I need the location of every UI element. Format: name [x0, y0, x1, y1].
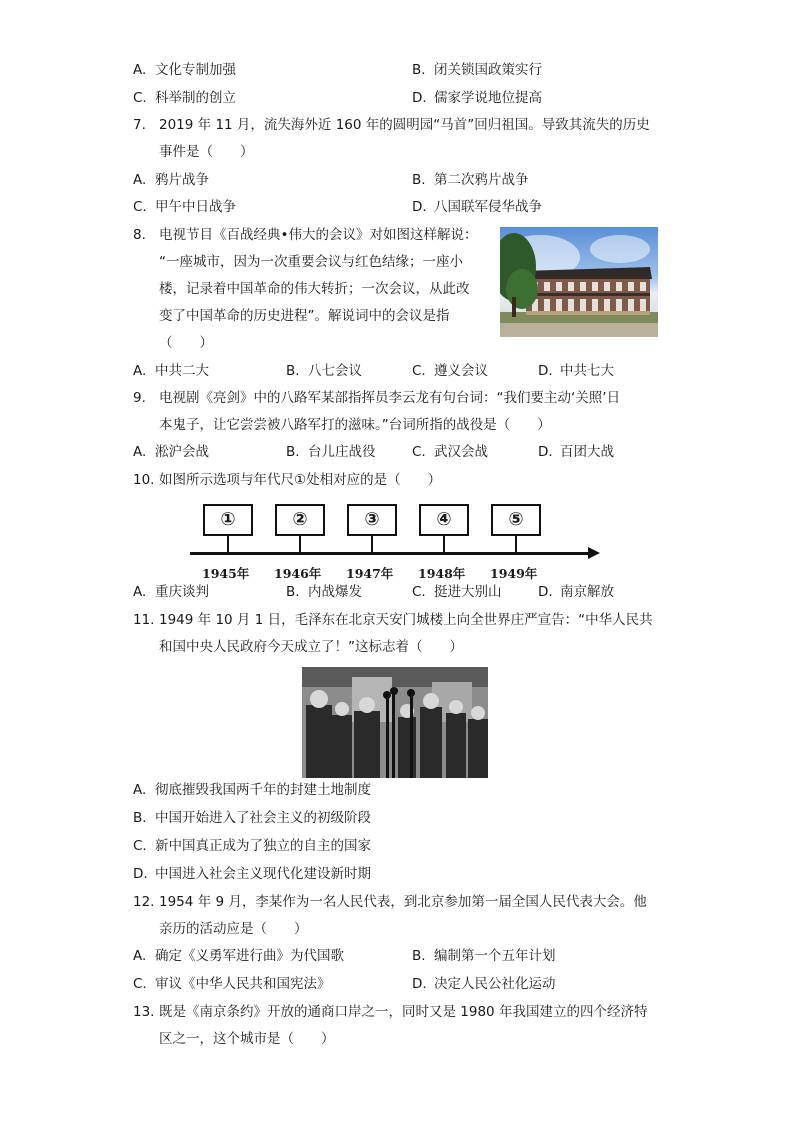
timeline-marker-2: ② [275, 504, 325, 536]
q10-option-a: A. 重庆谈判 [133, 584, 209, 600]
q12-option-b: B. 编制第一个五年计划 [412, 948, 556, 964]
timeline-year-1948: 1948年 [418, 566, 466, 581]
q12-stem-line1: 12. 1954 年 9 月，李某作为一名人民代表，到北京参加第一届全国人民代表大会。他 [133, 894, 647, 910]
q8-option-c: C. 遵义会议 [412, 363, 488, 379]
timeline-year-1946: 1946年 [274, 566, 322, 581]
timeline-marker-1: ① [203, 504, 253, 536]
q11-option-b: B. 中国开始进入了社会主义的初级阶段 [133, 810, 371, 826]
timeline-year-1945: 1945年 [202, 566, 250, 581]
timeline-marker-4: ④ [419, 504, 469, 536]
q8-stem-line5: （ ） [159, 335, 213, 351]
q9-stem-line1: 9. 电视剧《亮剑》中的八路军某部指挥员李云龙有句台词：“我们要主动‘关照’日 [133, 390, 621, 406]
q13-stem-line1: 13. 既是《南京条约》开放的通商口岸之一，同时又是 1980 年我国建立的四个经济特 [133, 1004, 648, 1020]
timeline-tick [443, 534, 445, 554]
q8-stem-line3: 楼，记录着中国革命的伟大转折；一次会议，从此改 [159, 281, 470, 297]
founding-ceremony-illustration [302, 667, 488, 778]
q9-stem-line2: 本鬼子，让它尝尝被八路军打的滋味。”台词所指的战役是（ ） [159, 417, 551, 433]
timeline-tick [515, 534, 517, 554]
timeline-axis [190, 552, 590, 555]
q13-stem-line2: 区之一，这个城市是（ ） [159, 1031, 335, 1047]
q9-option-b: B. 台儿庄战役 [286, 444, 376, 460]
timeline-year-1947: 1947年 [346, 566, 394, 581]
q12-option-d: D. 决定人民公社化运动 [412, 976, 556, 992]
q6-option-a: A. 文化专制加强 [133, 62, 236, 78]
q11-stem-line1: 11. 1949 年 10 月 1 日，毛泽东在北京天安门城楼上向全世界庄严宣告：“中华人民共 [133, 612, 653, 628]
q8-stem-line1: 8. 电视节目《百战经典•伟大的会议》对如图这样解说： [133, 227, 478, 243]
q8-option-d: D. 中共七大 [538, 363, 614, 379]
timeline-marker-3: ③ [347, 504, 397, 536]
q10-option-c: C. 挺进大别山 [412, 584, 502, 600]
q12-stem-line2: 亲历的活动应是（ ） [159, 921, 308, 937]
q6-option-d: D. 儒家学说地位提高 [412, 90, 542, 106]
year-timeline [190, 500, 610, 590]
timeline-arrow-icon [588, 547, 600, 559]
q12-option-c: C. 审议《中华人民共和国宪法》 [133, 976, 331, 992]
q11-option-c: C. 新中国真正成为了独立的自主的国家 [133, 838, 371, 854]
q8-stem-line4: 变了中国革命的历史进程”。解说词中的会议是指 [159, 308, 450, 324]
q11-option-d: D. 中国进入社会主义现代化建设新时期 [133, 866, 371, 882]
zunyi-building-illustration [500, 227, 658, 337]
timeline-year-1949: 1949年 [490, 566, 538, 581]
q6-option-c: C. 科举制的创立 [133, 90, 236, 106]
q7-stem-line2: 事件是（ ） [159, 144, 254, 160]
q8-option-a: A. 中共二大 [133, 363, 209, 379]
q7-option-d: D. 八国联军侵华战争 [412, 199, 542, 215]
q7-stem-line1: 7. 2019 年 11 月，流失海外近 160 年的圆明园“马首”回归祖国。导致其流失的历史 [133, 117, 650, 133]
q7-option-a: A. 鸦片战争 [133, 172, 209, 188]
q8-stem-line2: “一座城市，因为一次重要会议与红色结缘；一座小 [159, 254, 463, 270]
timeline-marker-5: ⑤ [491, 504, 541, 536]
timeline-tick [227, 534, 229, 554]
q9-option-d: D. 百团大战 [538, 444, 614, 460]
zunyi-building-photo [500, 227, 658, 337]
timeline-tick [299, 534, 301, 554]
q11-option-a: A. 彻底摧毁我国两千年的封建土地制度 [133, 782, 371, 798]
q10-option-d: D. 南京解放 [538, 584, 614, 600]
q8-option-b: B. 八七会议 [286, 363, 362, 379]
q10-option-b: B. 内战爆发 [286, 584, 362, 600]
founding-ceremony-photo [302, 667, 488, 778]
q6-option-b: B. 闭关锁国政策实行 [412, 62, 542, 78]
q7-option-b: B. 第二次鸦片战争 [412, 172, 529, 188]
q10-stem: 10. 如图所示选项与年代尺①处相对应的是（ ） [133, 472, 442, 488]
timeline-tick [371, 534, 373, 554]
q11-stem-line2: 和国中央人民政府今天成立了！”这标志着（ ） [159, 639, 463, 655]
q7-option-c: C. 甲午中日战争 [133, 199, 236, 215]
q9-option-c: C. 武汉会战 [412, 444, 488, 460]
q12-option-a: A. 确定《义勇军进行曲》为代国歌 [133, 948, 344, 964]
q9-option-a: A. 淞沪会战 [133, 444, 209, 460]
